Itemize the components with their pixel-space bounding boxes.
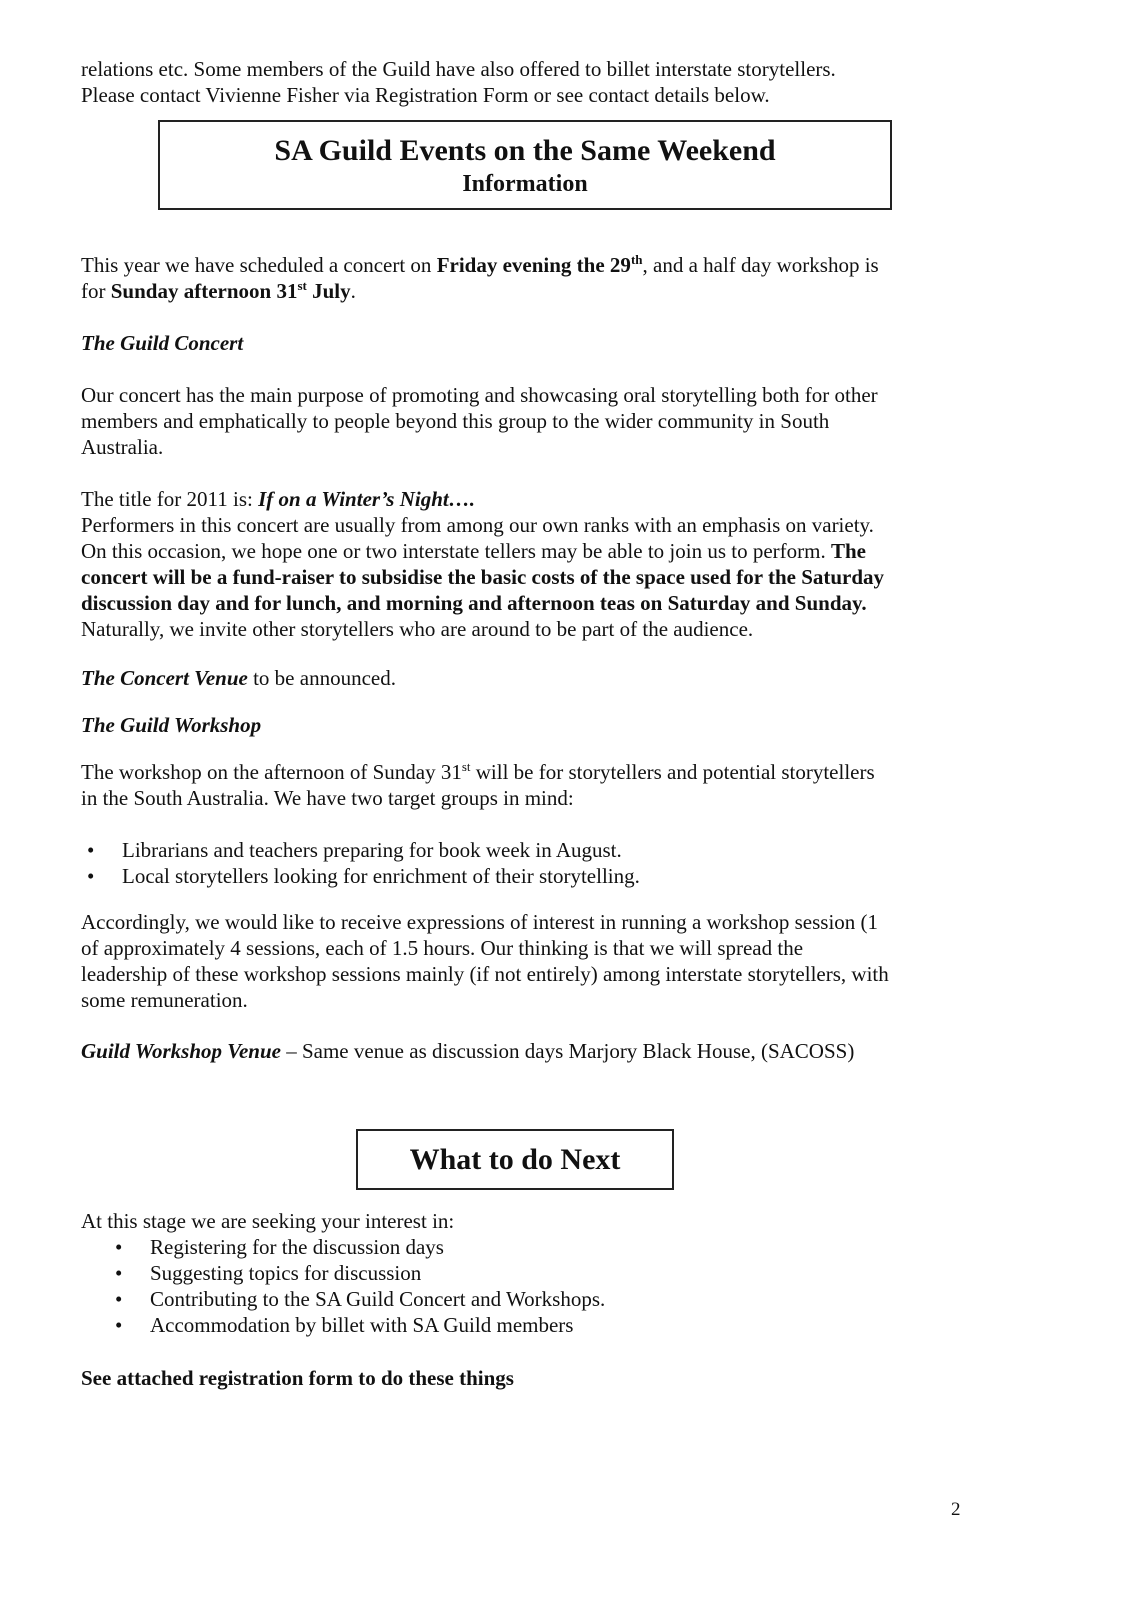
target-groups-list (81, 837, 981, 889)
concert-performers-bold: concert will be a fund-raiser to subsidise the basic costs of the space used for the Saturday (81, 565, 885, 589)
events-heading-box (158, 120, 892, 210)
list-item: • Contributing to the SA Guild Concert and Workshops. (81, 1286, 981, 1312)
events-heading-title: SA Guild Events on the Same Weekend (274, 134, 776, 167)
next-heading-title: What to do Next (409, 1143, 621, 1176)
workshop-interest-line: Accordingly, we would like to receive expressions of interest in running a workshop session (1 (81, 910, 879, 934)
schedule-sup: th (630, 252, 643, 267)
workshop-intro-text: will be for storytellers and potential storytellers (470, 760, 875, 784)
schedule-date-bold: Friday evening the 29 (436, 253, 631, 277)
schedule-date-bold: Sunday afternoon 31 (110, 279, 298, 303)
workshop-venue-text: – Same venue as discussion days Marjory Black House, (SACOSS) (280, 1039, 855, 1063)
workshop-interest-line: leadership of these workshop sessions mainly (if not entirely) among interstate storytellers, with (81, 962, 889, 986)
concert-title-lead: The title for 2011 is: (81, 487, 259, 511)
workshop-intro-paragraph (81, 759, 981, 811)
concert-performers-line (81, 538, 981, 564)
workshop-heading-text: The Guild Workshop (81, 713, 262, 737)
concert-performers-text: On this occasion, we hope one or two interstate tellers may be able to join us to perform. (81, 539, 831, 563)
concert-title-value: If on a Winter’s Night…. (258, 487, 475, 511)
intro-line: relations etc. Some members of the Guild have also offered to billet interstate storytellers. (81, 57, 836, 81)
concert-performers-line: Naturally, we invite other storytellers who are around to be part of the audience. (81, 617, 754, 641)
intro-line: Please contact Vivienne Fisher via Registration Form or see contact details below. (81, 83, 770, 107)
intro-paragraph (81, 56, 981, 108)
next-steps (81, 1208, 981, 1338)
next-steps-lead: At this stage we are seeking your interest in: (81, 1209, 455, 1233)
list-item: • Accommodation by billet with SA Guild members (81, 1312, 981, 1338)
concert-performers-bold: The (830, 539, 866, 563)
workshop-interest-line: of approximately 4 sessions, each of 1.5 hours. Our thinking is that we will spread the (81, 936, 804, 960)
schedule-text: , and a half day workshop is (642, 253, 879, 277)
workshop-venue-label: Guild Workshop Venue (81, 1039, 281, 1063)
concert-performers-line: Performers in this concert are usually from among our own ranks with an emphasis on variety. (81, 513, 874, 537)
schedule-text: for (81, 279, 111, 303)
concert-heading (81, 330, 981, 356)
closing-note (81, 1365, 981, 1391)
concert-purpose-paragraph (81, 382, 981, 460)
list-item: • Suggesting topics for discussion (81, 1260, 981, 1286)
concert-heading-text: The Guild Concert (81, 331, 244, 355)
schedule-paragraph (81, 252, 981, 304)
events-heading-subtitle: Information (462, 171, 588, 197)
schedule-date-bold: July (306, 279, 351, 303)
schedule-text: . (350, 279, 356, 303)
workshop-interest-line: some remuneration. (81, 988, 248, 1012)
workshop-intro-text: The workshop on the afternoon of Sunday 31 (81, 760, 462, 784)
concert-venue-text: to be announced. (247, 666, 396, 690)
concert-purpose-line: Our concert has the main purpose of promoting and showcasing oral storytelling both for other (81, 383, 878, 407)
concert-venue (81, 665, 981, 691)
list-item: • Librarians and teachers preparing for book week in August. (81, 837, 981, 863)
list-item: • Local storytellers looking for enrichment of their storytelling. (81, 863, 981, 889)
workshop-interest-paragraph (81, 909, 981, 1013)
list-item: • Registering for the discussion days (81, 1234, 981, 1260)
workshop-venue (81, 1038, 981, 1064)
schedule-line (81, 252, 981, 278)
concert-venue-label: The Concert Venue (81, 666, 248, 690)
workshop-intro-line: in the South Australia. We have two target groups in mind: (81, 786, 574, 810)
schedule-text: This year we have scheduled a concert on (81, 253, 437, 277)
workshop-heading (81, 712, 981, 738)
concert-purpose-line: members and emphatically to people beyond this group to the wider community in South (81, 409, 830, 433)
concert-title-paragraph (81, 486, 981, 642)
page-number: 2 (951, 1499, 961, 1520)
concert-performers-bold: discussion day and for lunch, and morning and afternoon teas on Saturday and Sunday. (81, 591, 867, 615)
concert-purpose-line: Australia. (81, 435, 164, 459)
workshop-intro-sup: st (461, 759, 471, 774)
schedule-line (81, 278, 981, 304)
workshop-intro-line (81, 759, 981, 785)
next-heading-box (356, 1129, 674, 1190)
schedule-sup: st (297, 278, 307, 293)
concert-title-line (81, 486, 981, 512)
closing-note-text: See attached registration form to do these things (81, 1366, 514, 1390)
